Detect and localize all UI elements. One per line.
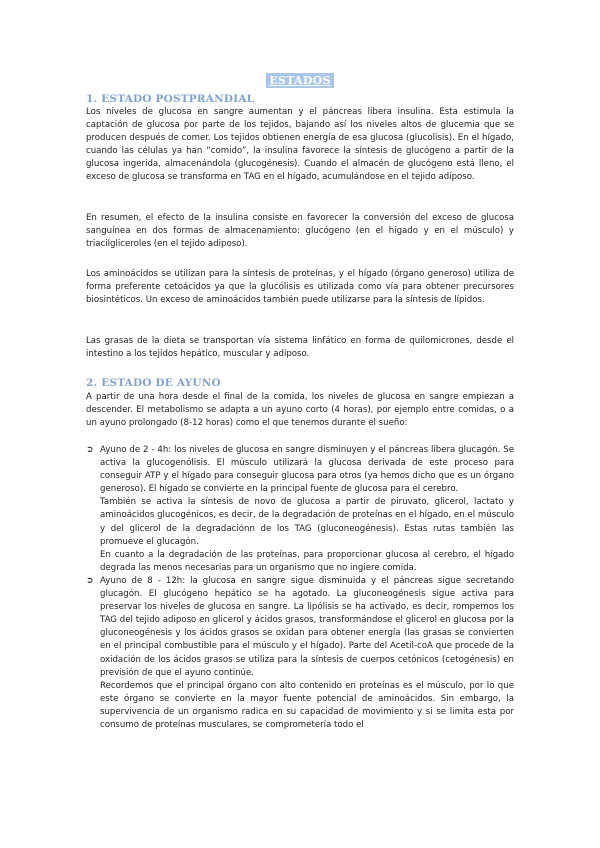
list-item [86,575,514,732]
list-item [86,444,514,575]
paragraph-text: Las grasas de la dieta se transportan vía sistema linfático en forma de quilomicrones, desde el intestino a los tejidos hepático, muscular y adiposo. [86,336,514,360]
title-container [0,73,600,89]
bullet-paragraph: También se activa la síntesis de novo de glucosa a partir de piruvato, glicerol, lactato y aminoácidos glucogénicos, es decir, de la degradación de proteínas en el hígado, en el músculo y del glicerol de la degradaciónn de los TAG (gluconeogénesis). Estas rutas también las promueve el glucagón. [100,497,514,547]
paragraph-postprandial-2 [86,212,514,251]
section-heading-ayuno: 2. ESTADO DE AYUNO [86,377,221,389]
bullet-paragraph: En cuanto a la degradación de las proteínas, para proporcionar glucosa al cerebro, el hígado degrada las menos necesarias para un organismo que no ingiere comida. [100,549,514,573]
arrow-bullet-icon: ➲ [86,575,94,586]
bullet-paragraph: Recordemos que el principal órgano con alto contenido en proteínas es el músculo, por lo que este órgano se convierte en la mayor fuente potencial de aminoácidos. Sin embargo, la supervivencia de un organismo radica en su capacidad de movimiento y si se limita esta por consumo de proteínas musculares, se comprometería todo el [100,680,514,730]
paragraph-text: Los aminoácidos se utilizan para la síntesis de proteínas, y el hígado (órgano generoso) utiliza de forma preferente cetoácidos ya que la glucólisis es utilizada como vía para obtener precursores biosintéticos. Un exceso de aminoácidos también puede utilizarse para la síntesis de lípidos. [86,269,514,306]
fasting-bullet-list [86,444,514,732]
page-title: ESTADOS [266,73,334,88]
paragraph-text: En resumen, el efecto de la insulina consiste en favorecer la conversión del exceso de glucosa sanguínea en dos formas de almacenamiento: glucógeno (en el hígado y en el músculo) y triacilgliceroles (en el tejido adiposo). [86,213,514,250]
paragraph-postprandial-1 [86,106,514,185]
paragraph-postprandial-3 [86,268,514,307]
paragraph-text: A partir de una hora desde el final de la comida, los niveles de glucosa en sangre empiezan a descender. El metabolismo se adapta a un ayuno corto (4 horas), por ejemplo entre comidas, o a un ayuno prolongado (8-12 horas) como el que tenemos durante el sueño: [86,392,514,429]
arrow-bullet-icon: ➲ [86,445,94,455]
bullet-paragraph: Ayuno de 8 - 12h: la glucosa en sangre sigue disminuida y el páncreas sigue secretando glucagón. El glucógeno hepático se ha agotado. La gluconeogénesis sigue activa para preservar los niveles de glucosa en sangre. La lipólisis se ha activado, es decir, rompemos los TAG del tejido adiposo en glicerol y ácidos grasos, transformándose el glicerol en glucosa por la gluconeogénesis y los ácidos grasos se oxidan para obtener energía (las grasas se convierten en el principal combustible para el músculo y el hígado). Parte del Acetil-coA que procede de la oxidación de los ácidos grasos se utiliza para la síntesis de cuerpos cetónicos (cetogénesis) en previsión de que el ayuno continúe. [100,575,514,678]
paragraph-ayuno-intro [86,391,514,430]
paragraph-text: Los niveles de glucosa en sangre aumentan y el páncreas libera insulina. Esta estimula la captación de glucosa por parte de los tejidos, bajando así los niveles altos de glucemia que se producen después de comer. Los tejidos obtienen energía de esa glucosa (glucolisis). En el hígado, cuando las células ya han “comido”, la insulina favorece la síntesis de glucógeno a partir de la glucosa ingerida, almacenándola (glucogénesis). Cuando el almacén de glucógeno está lleno, el exceso de glucosa se transforma en TAG en el hígado, acumulándose en el tejido adiposo. [86,107,514,183]
section-heading-postprandial: 1. ESTADO POSTPRANDIAL [86,93,255,105]
bullet-paragraph: Ayuno de 2 - 4h: los niveles de glucosa en sangre disminuyen y el páncreas libera glucagón. Se activa la glucogenólisis. El músculo utilizará la glucosa derivada de este proceso para conseguir ATP y el hígado para conseguir glucosa para otros (ya hemos dicho que es un órgano generoso). El hígado se convierte en la principal fuente de glucosa para el cerebro. [100,445,514,495]
paragraph-postprandial-4 [86,335,514,361]
